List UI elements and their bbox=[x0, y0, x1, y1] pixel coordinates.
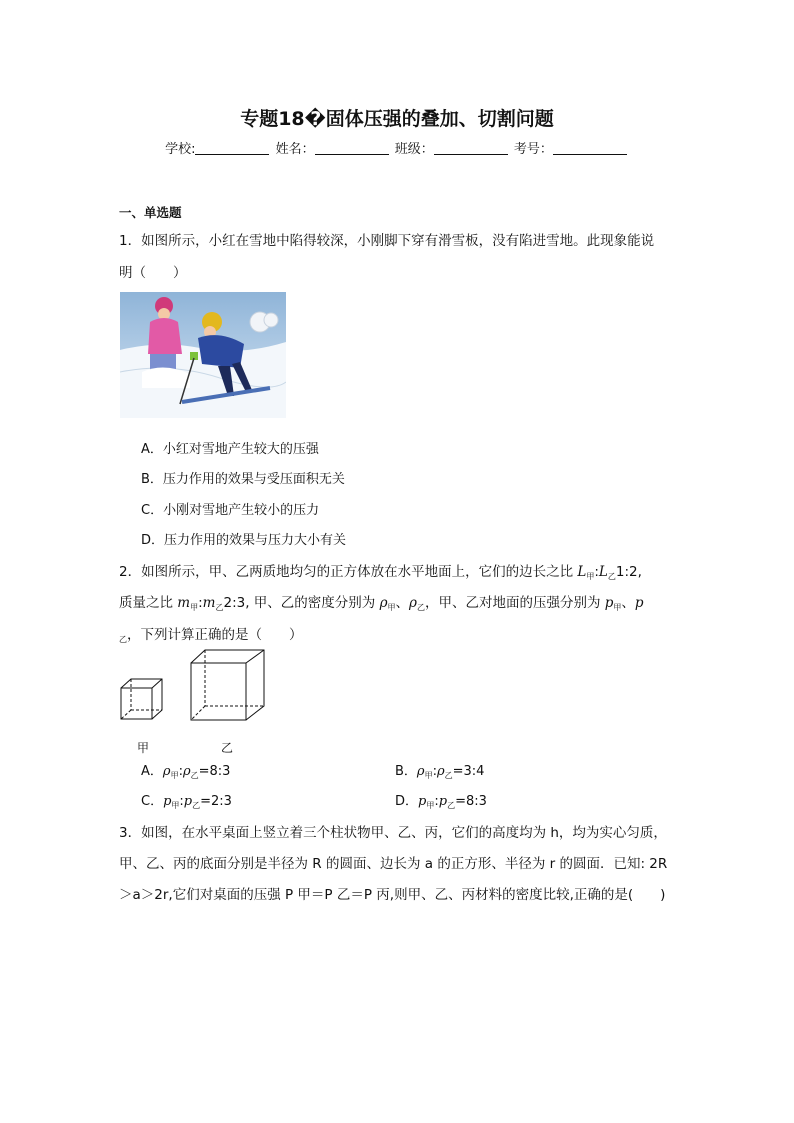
q2-symbol: L bbox=[577, 564, 587, 580]
q2-symbol: p bbox=[634, 595, 644, 611]
q2-sub: 甲 bbox=[171, 801, 180, 810]
q2-option-d[interactable]: D．$p_甲:p_乙=8:3$ bbox=[395, 794, 487, 810]
q2-sub: 甲 bbox=[170, 771, 179, 780]
q1-option-a[interactable]: A．小红对雪地产生较大的压强 bbox=[141, 442, 319, 457]
q3-stem-line2: 甲、乙、丙的底面分别是半径为 R 的圆面、边长为 a 的正方形、半径为 r 的圆面．已知: 2R bbox=[119, 856, 668, 872]
snowball-small bbox=[264, 313, 278, 327]
section-heading: 一、单选题 bbox=[119, 205, 182, 220]
q1-option-b[interactable]: B．压力作用的效果与受压面积无关 bbox=[141, 472, 345, 487]
option-value: =3:4 bbox=[452, 764, 485, 779]
q1-option-c[interactable]: C．小刚对雪地产生较小的压力 bbox=[141, 503, 320, 518]
q2-symbol: ρ bbox=[379, 595, 388, 611]
exam-no-label: 考号： bbox=[513, 142, 553, 157]
name-label: 姓名： bbox=[275, 142, 315, 157]
q2-sub: 乙 bbox=[607, 572, 616, 581]
q2-sub: 甲 bbox=[424, 771, 433, 780]
q2-option-a[interactable]: A．$\rho_甲:\rho_乙=8:3$ bbox=[141, 764, 231, 780]
q2-symbol: ρ bbox=[409, 595, 417, 611]
q2-sub: 甲 bbox=[190, 603, 199, 612]
school-blank[interactable] bbox=[195, 142, 269, 155]
cube-label-jia: 甲 bbox=[137, 741, 150, 755]
class-label: 班级： bbox=[394, 142, 434, 157]
q2-line2-text: 质量之比 bbox=[119, 595, 173, 611]
exam-no-blank[interactable] bbox=[553, 142, 627, 155]
q3-stem-line3: ＞a＞2r,它们对桌面的压强 P 甲＝P 乙＝P 丙,则甲、乙、丙材料的密度比较,正确的是( ) bbox=[119, 887, 666, 903]
q2-sub: 甲 bbox=[426, 801, 435, 810]
cube-label-yi: 乙 bbox=[221, 741, 234, 755]
cube-jia bbox=[121, 679, 162, 719]
option-letter: B． bbox=[395, 764, 417, 779]
q2-line1-text: 2．如图所示，甲、乙两质地均匀的正方体放在水平地面上，它们的边长之比 bbox=[119, 564, 574, 580]
q2-symbol: m bbox=[177, 595, 191, 611]
q2-symbol: p bbox=[604, 595, 614, 611]
option-value: =8:3 bbox=[198, 764, 231, 779]
q2-stem-line2: 质量之比 $m_甲:m_乙2:3$, 甲、乙的密度分别为 $\rho_甲$、$\rho_乙$，甲、乙对地面的压强分别为 $p_甲$、p bbox=[119, 595, 644, 612]
q2-sub: 甲 bbox=[586, 572, 595, 581]
q1-stem-line1: 1．如图所示，小红在雪地中陷得较深，小刚脚下穿有滑雪板，没有陷进雪地。此现象能说 bbox=[119, 233, 655, 249]
option-letter: D． bbox=[395, 794, 419, 809]
q2-sub: 乙 bbox=[119, 635, 127, 644]
q2-sub: 乙 bbox=[444, 771, 453, 780]
q2-sub: 乙 bbox=[416, 603, 425, 612]
q2-symbol: L bbox=[598, 564, 608, 580]
option-letter: C． bbox=[141, 794, 164, 809]
q2-option-c[interactable]: C．$p_甲:p_乙=2:3$ bbox=[141, 794, 232, 810]
q2-line3-text: ，下列计算正确的是（ ） bbox=[127, 627, 303, 643]
q2-line2b-text: 甲、乙对地面的压强分别为 bbox=[438, 595, 601, 611]
q2-stem-line1: 2．如图所示，甲、乙两质地均匀的正方体放在水平地面上，它们的边长之比 $L_甲:L_乙1:2$, bbox=[119, 564, 642, 581]
q1-option-d[interactable]: D．压力作用的效果与压力大小有关 bbox=[141, 533, 347, 548]
student-info-row bbox=[0, 138, 794, 157]
q2-sub: 乙 bbox=[192, 801, 201, 810]
option-letter: A． bbox=[141, 764, 163, 779]
q2-stem-line3 bbox=[119, 623, 303, 645]
option-value: =2:3 bbox=[200, 794, 232, 809]
q2-sub: 乙 bbox=[447, 801, 456, 810]
q2-sub: 甲 bbox=[387, 603, 396, 612]
name-blank[interactable] bbox=[315, 142, 389, 155]
q1-stem-line2: 明（ ） bbox=[119, 265, 187, 281]
q2-symbol: m bbox=[202, 595, 216, 611]
skiing-illustration bbox=[120, 292, 286, 418]
cube-diagram bbox=[118, 648, 270, 726]
q2-option-b[interactable]: B．$\rho_甲:\rho_乙=3:4$ bbox=[395, 764, 485, 780]
q2-sub: 乙 bbox=[190, 771, 199, 780]
cube-yi bbox=[191, 650, 264, 720]
school-label: 学校: bbox=[165, 142, 196, 157]
girl-coat bbox=[148, 318, 182, 354]
q2-ratio1: 1:2, bbox=[615, 564, 642, 580]
q2-sub: 甲 bbox=[613, 603, 622, 612]
q3-stem-line1: 3．如图，在水平桌面上竖立着三个柱状物甲、乙、丙，它们的高度均为 h，均为实心匀质， bbox=[119, 825, 667, 841]
q2-sub: 乙 bbox=[215, 603, 224, 612]
page-title: 专题18�固体压强的叠加、切割问题 bbox=[240, 108, 554, 130]
class-blank[interactable] bbox=[434, 142, 508, 155]
q2-ratio2: 2:3, 甲、乙的密度分别为 bbox=[223, 595, 376, 611]
option-value: =8:3 bbox=[455, 794, 487, 809]
